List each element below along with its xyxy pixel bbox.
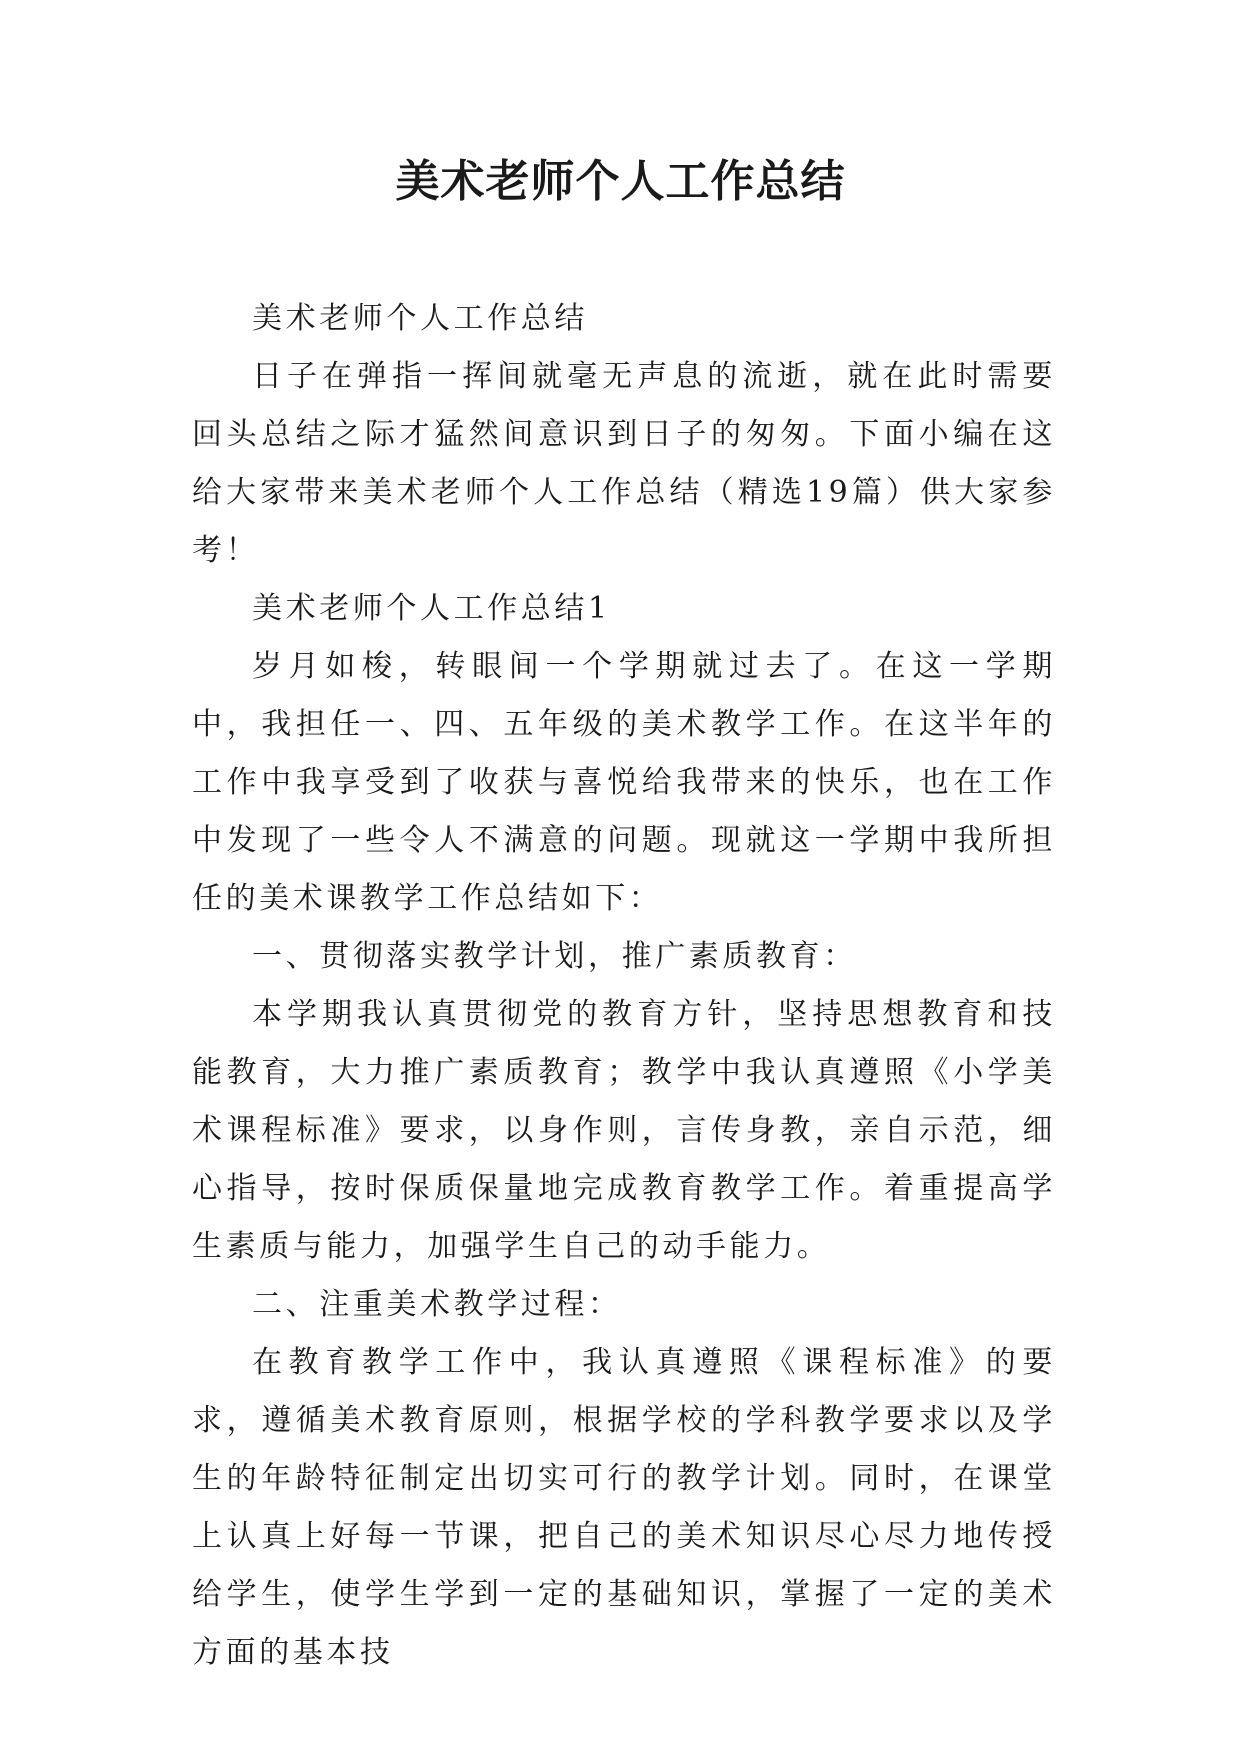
paragraph-intro: 日子在弹指一挥间就毫无声息的流逝，就在此时需要回头总结之际才猛然间意识到日子的匆匆。下面小编在这给大家带来美术老师个人工作总结（精选19篇）供大家参考！ <box>192 359 1056 568</box>
paragraph-body: 岁月如梭，转眼间一个学期就过去了。在这一学期中，我担任一、四、五年级的美术教学工作。在这半年的工作中我享受到了收获与喜悦给我带来的快乐，也在工作中发现了一些令人不满意的问题。现就这一学期中我所担任的美术课教学工作总结如下： <box>192 649 1056 916</box>
paragraph-heading-one: 一、贯彻落实教学计划，推广素质教育： <box>252 939 857 974</box>
document-title: 美术老师个人工作总结 <box>395 156 846 207</box>
paragraph-section-heading: 美术老师个人工作总结1 <box>252 591 611 626</box>
paragraph-body: 本学期我认真贯彻党的教育方针，坚持思想教育和技能教育，大力推广素质教育；教学中我认真遵照《小学美术课程标准》要求，以身作则，言传身教，亲自示范，细心指导，按时保质保量地完成教育教学工作。着重提高学生素质与能力，加强学生自己的动手能力。 <box>192 997 1056 1264</box>
paragraph-subtitle: 美术老师个人工作总结 <box>252 301 588 336</box>
paragraph-body: 在教育教学工作中，我认真遵照《课程标准》的要求，遵循美术教育原则，根据学校的学科教学要求以及学生的年龄特征制定出切实可行的教学计划。同时，在课堂上认真上好每一节课，把自己的美术知识尽心尽力地传授给学生，使学生学到一定的基础知识，掌握了一定的美术方面的基本技 <box>192 1345 1056 1670</box>
document-body <box>192 290 1056 1682</box>
paragraph-heading-two: 二、注重美术教学过程： <box>252 1287 622 1322</box>
